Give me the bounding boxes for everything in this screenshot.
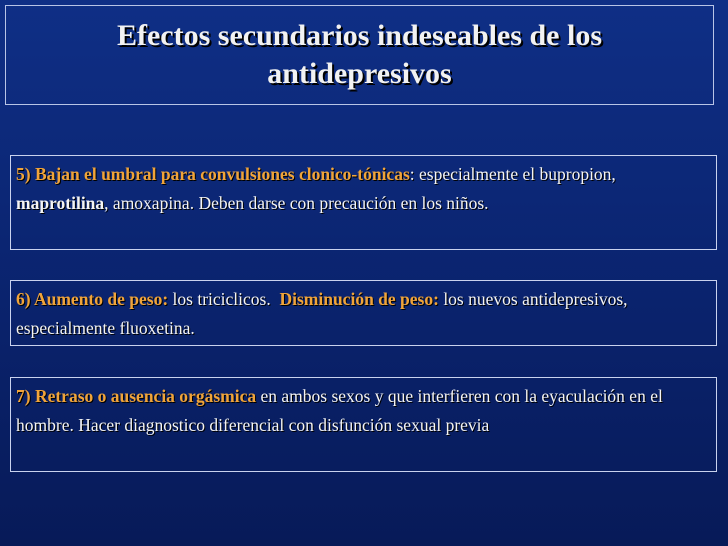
item-text: , amoxapina. Deben darse con precaución en los niños. [104, 193, 489, 213]
item-orgasmic-delay [10, 377, 717, 472]
item-heading: 7) Retraso o ausencia orgásmica [16, 386, 257, 406]
item-heading-secondary: Disminución de peso: [279, 289, 439, 309]
item-heading: 5) Bajan el umbral para convulsiones clonico-tónicas [16, 164, 410, 184]
item-text: los triciclicos. [168, 289, 280, 309]
item-text: : especialmente el bupropion, [409, 164, 616, 184]
item-bold-text: maprotilina [16, 193, 105, 213]
item-seizure-threshold [10, 155, 717, 250]
item-weight-change [10, 280, 717, 346]
item-text: los nuevos antidepresivos, especialmente fluoxetina. [16, 289, 628, 338]
item-text: en ambos sexos y que interfieren con la eyaculación en el hombre. Hacer diagnostico diferencial con disfunción sexual previa [16, 386, 663, 435]
item-heading: 6) Aumento de peso: [16, 289, 169, 309]
slide-title: Efectos secundarios indeseables de los antidepresivos [116, 19, 602, 90]
